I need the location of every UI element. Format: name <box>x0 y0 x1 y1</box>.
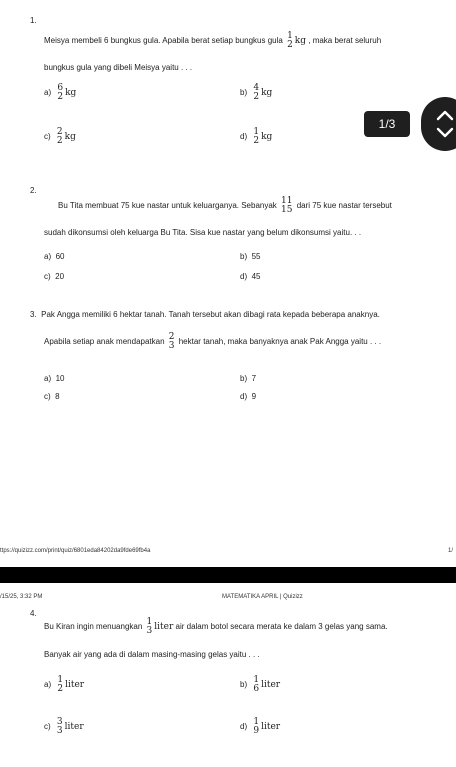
fraction-numerator: 2 <box>168 332 175 342</box>
option-d[interactable] <box>240 392 256 401</box>
fraction-denominator: 15 <box>281 205 293 215</box>
option-value: 45 <box>251 272 261 281</box>
option-fraction <box>57 128 63 146</box>
fraction-numerator: 1 <box>253 717 260 727</box>
option-fraction <box>253 676 259 694</box>
option-letter: d) <box>240 272 248 281</box>
option-value: 9 <box>251 392 257 401</box>
fraction-numerator: 1 <box>146 617 153 627</box>
footer-url: ttps://quizizz.com/print/quiz/6801eda84202da9fde69fb4a <box>0 548 151 554</box>
option-value: 60 <box>55 252 65 261</box>
option-value: 55 <box>251 252 261 261</box>
option-fraction <box>57 84 63 102</box>
question-4-text <box>44 618 388 636</box>
fraction-numerator: 1 <box>287 31 293 41</box>
unit-label: kg <box>64 132 76 143</box>
option-fraction <box>253 718 259 736</box>
header-title: MATEMATIKA APRIL | Quizizz <box>222 594 303 600</box>
unit-label: liter <box>154 622 174 633</box>
option-fraction <box>253 84 259 102</box>
option-fraction <box>253 128 259 146</box>
fraction-numerator: 1 <box>253 675 260 685</box>
fraction-numerator: 1 <box>253 127 260 137</box>
option-c[interactable] <box>44 392 60 401</box>
unit-label: kg <box>261 88 273 99</box>
option-a[interactable] <box>44 252 64 261</box>
fraction-denominator: 9 <box>253 726 260 736</box>
option-letter: c) <box>44 272 51 281</box>
fraction-denominator: 2 <box>287 40 293 50</box>
option-letter: b) <box>240 88 248 98</box>
fraction-numerator: 6 <box>57 83 64 93</box>
question-2-number: 2. <box>30 186 37 195</box>
fraction-denominator: 3 <box>168 341 175 351</box>
question-4-text-a: Bu Kiran ingin menuangkan <box>44 622 143 632</box>
option-fraction <box>57 676 63 694</box>
unit-label: liter <box>261 680 281 691</box>
footer-page-number: 1/ <box>448 548 454 554</box>
question-3-text-a: Pak Angga memiliki 6 hektar tanah. Tanah tersebut akan dibagi rata kepada beberapa anaknya. <box>41 310 380 319</box>
option-b[interactable] <box>240 374 256 383</box>
option-value: 7 <box>251 374 257 383</box>
unit-label: liter <box>64 722 84 733</box>
fraction-numerator: 3 <box>56 717 63 727</box>
fraction-denominator: 3 <box>146 626 153 636</box>
option-letter: d) <box>240 392 248 401</box>
fraction-numerator: 4 <box>253 83 260 93</box>
option-d[interactable] <box>240 128 272 146</box>
question-3-text <box>30 310 380 320</box>
question-4-number: 4. <box>30 609 37 618</box>
fraction-denominator: 6 <box>253 684 260 694</box>
page-nav-button[interactable] <box>421 97 456 151</box>
question-3-line2 <box>44 333 381 351</box>
question-1-number: 1. <box>30 16 37 25</box>
question-1-text <box>44 32 381 50</box>
question-1-fraction <box>287 32 293 50</box>
option-letter: a) <box>44 374 52 383</box>
option-letter: d) <box>240 132 248 142</box>
option-b[interactable] <box>240 252 260 261</box>
question-1-text-a: Meisya membeli 6 bungkus gula. Apabila berat setiap bungkus gula <box>44 36 283 46</box>
question-2-text <box>58 197 392 215</box>
chevron-up-down-icon <box>435 108 455 140</box>
fraction-denominator: 3 <box>56 726 63 736</box>
option-b[interactable] <box>240 84 272 102</box>
question-3-number: 3. <box>30 310 37 319</box>
question-2-fraction <box>281 197 292 215</box>
question-2-text-a: Bu Tita membuat 75 kue nastar untuk keluarganya. Sebanyak <box>58 201 277 211</box>
option-d[interactable] <box>240 718 280 736</box>
question-4-text-b: air dalam botol secara merata ke dalam 3 gelas yang sama. <box>175 622 388 632</box>
option-fraction <box>57 718 63 736</box>
option-value: 20 <box>55 272 65 281</box>
option-c[interactable] <box>44 128 76 146</box>
option-letter: c) <box>44 132 51 142</box>
page-separator <box>0 567 456 583</box>
option-letter: c) <box>44 722 51 732</box>
fraction-denominator: 2 <box>253 92 260 102</box>
option-value: 10 <box>55 374 65 383</box>
unit-label: kg <box>65 88 77 99</box>
option-letter: a) <box>44 252 52 261</box>
option-b[interactable] <box>240 676 280 694</box>
option-letter: b) <box>240 252 248 261</box>
option-letter: b) <box>240 680 248 690</box>
fraction-numerator: 11 <box>281 196 293 206</box>
question-4-text-c: Banyak air yang ada di dalam masing-masing gelas yaitu . . . <box>44 650 260 659</box>
option-c[interactable] <box>44 718 84 736</box>
question-2-text-b: dari 75 kue nastar tersebut <box>296 201 392 211</box>
header-date: /15/25, 3:32 PM <box>0 594 43 600</box>
question-1-text-b: , maka berat seluruh <box>308 36 382 46</box>
unit-label: liter <box>261 722 281 733</box>
question-3-text-b: Apabila setiap anak mendapatkan <box>44 337 165 347</box>
question-4-fraction <box>147 618 153 636</box>
unit-label: liter <box>65 680 85 691</box>
question-1-text-c: bungkus gula yang dibeli Meisya yaitu . . . <box>44 63 193 72</box>
question-3-text-c: hektar tanah, maka banyaknya anak Pak Angga yaitu . . . <box>178 337 382 347</box>
fraction-denominator: 2 <box>253 136 260 146</box>
option-letter: a) <box>44 680 52 690</box>
fraction-numerator: 1 <box>57 675 64 685</box>
option-letter: c) <box>44 392 51 401</box>
option-a[interactable] <box>44 374 64 383</box>
question-3-fraction <box>169 333 175 351</box>
option-letter: a) <box>44 88 52 98</box>
question-2-text-c: sudah dikonsumsi oleh keluarga Bu Tita. Sisa kue nastar yang belum dikonsumsi yaitu. . . <box>44 228 362 237</box>
option-a[interactable] <box>44 84 76 102</box>
option-a[interactable] <box>44 676 84 694</box>
option-d[interactable] <box>240 272 260 281</box>
option-value: 8 <box>55 392 60 401</box>
option-letter: b) <box>240 374 248 383</box>
fraction-denominator: 2 <box>56 136 63 146</box>
page-indicator: 1/3 <box>364 111 410 137</box>
fraction-numerator: 2 <box>56 127 63 137</box>
unit-label: kg <box>261 132 273 143</box>
option-letter: d) <box>240 722 248 732</box>
unit-label: kg <box>294 36 307 47</box>
fraction-denominator: 2 <box>57 92 64 102</box>
fraction-denominator: 2 <box>57 684 64 694</box>
option-c[interactable] <box>44 272 64 281</box>
